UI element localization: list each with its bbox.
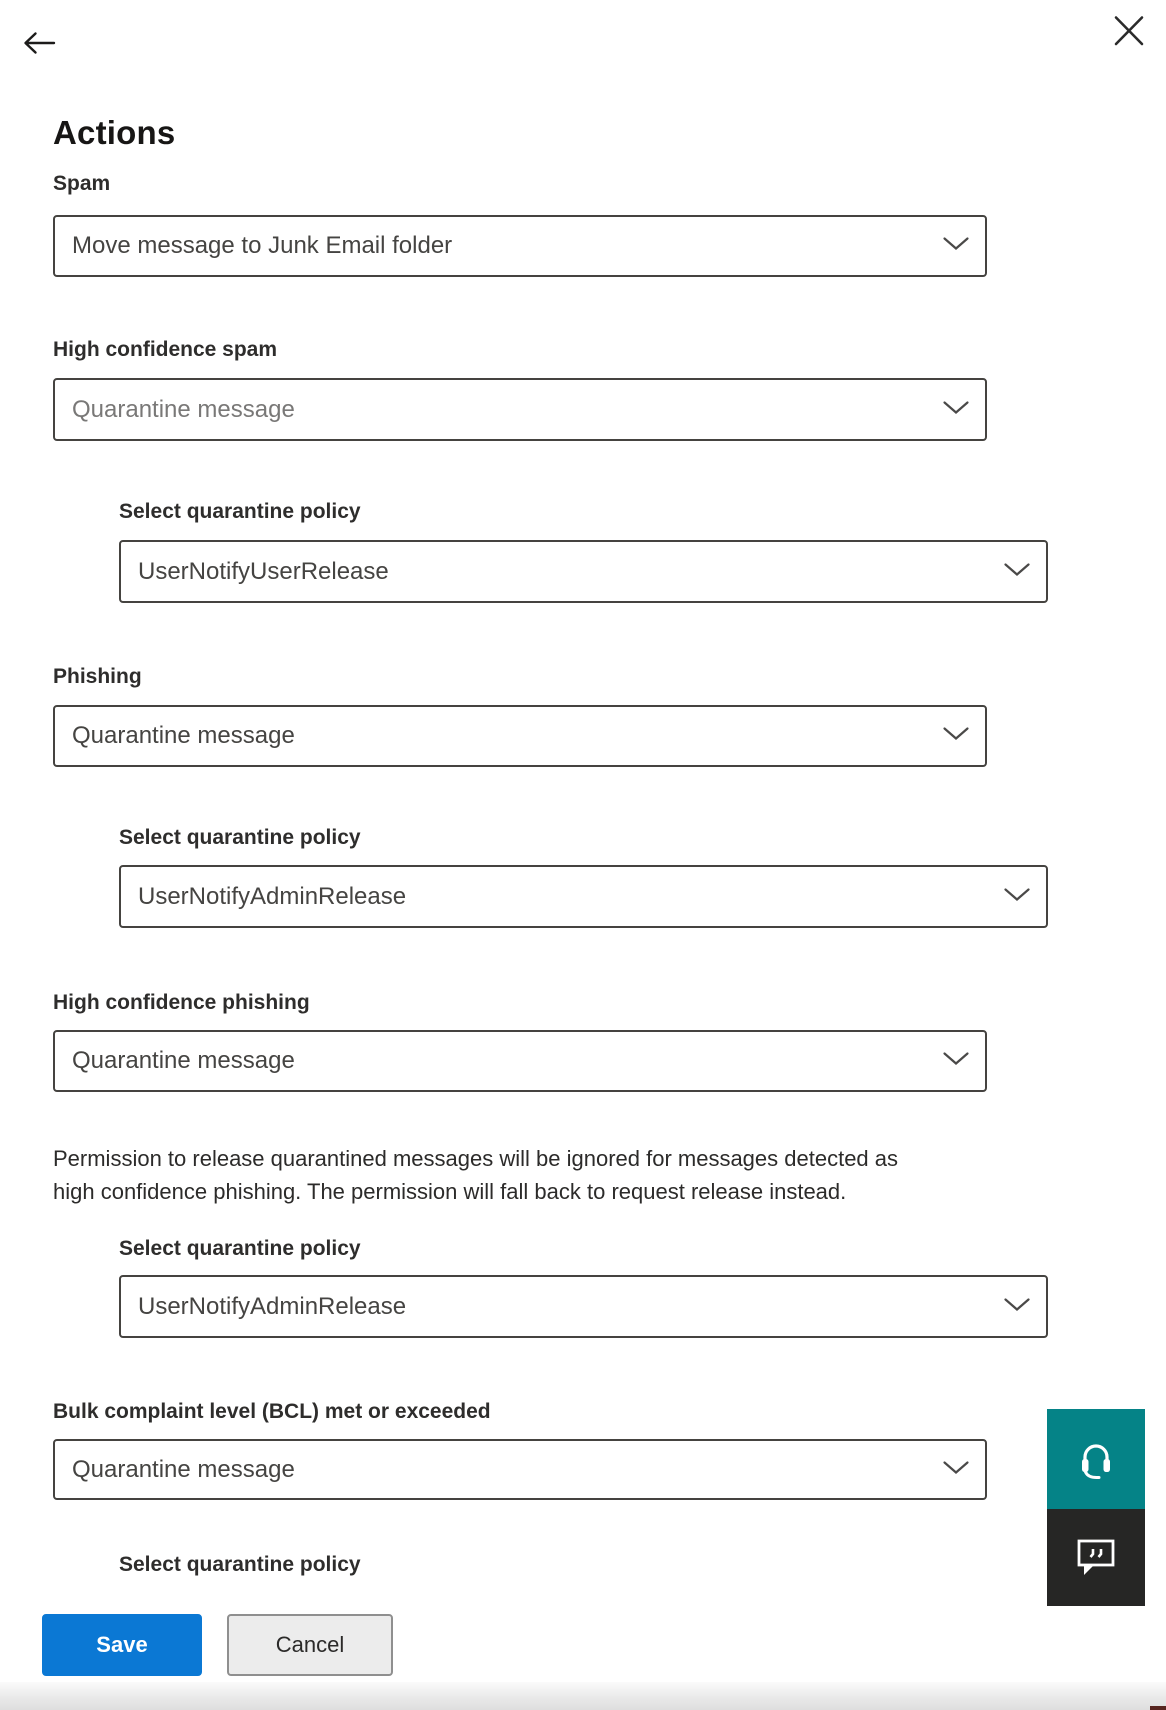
chevron-down-icon <box>1003 562 1031 581</box>
spam-action-value: Move message to Junk Email folder <box>72 232 453 259</box>
speech-bubble-icon <box>1071 1532 1121 1583</box>
high-confidence-phishing-action-value: Quarantine message <box>72 1047 295 1074</box>
high-confidence-phishing-label: High confidence phishing <box>53 991 310 1014</box>
close-button[interactable] <box>1112 14 1146 48</box>
back-arrow-icon <box>20 49 58 64</box>
quarantine-policy-value-3: UserNotifyAdminRelease <box>138 1292 407 1320</box>
bcl-action-dropdown[interactable] <box>53 1439 987 1500</box>
spam-label: Spam <box>53 172 111 195</box>
phishing-label: Phishing <box>53 665 142 688</box>
back-button[interactable] <box>20 25 58 61</box>
cancel-button[interactable]: Cancel <box>227 1614 393 1676</box>
chevron-down-icon <box>1003 887 1031 906</box>
page-title: Actions <box>53 114 176 152</box>
quarantine-policy-dropdown-3[interactable] <box>119 1275 1048 1338</box>
spam-action-dropdown[interactable] <box>53 215 987 277</box>
chevron-down-icon <box>942 1052 970 1071</box>
quarantine-policy-label-2: Select quarantine policy <box>119 826 361 849</box>
phishing-release-note-line2: high confidence phishing. The permission will fall back to request release instead. <box>53 1179 847 1204</box>
chevron-down-icon <box>942 727 970 746</box>
quarantine-policy-value-1: UserNotifyUserRelease <box>138 557 389 585</box>
chevron-down-icon <box>942 1460 970 1479</box>
phishing-release-note-line1: Permission to release quarantined messages will be ignored for messages detected as <box>53 1146 899 1171</box>
bottom-right-artifact <box>1150 1706 1166 1710</box>
high-confidence-spam-label: High confidence spam <box>53 338 278 361</box>
feedback-button[interactable] <box>1047 1509 1145 1606</box>
chevron-down-icon <box>942 400 970 419</box>
phishing-action-value: Quarantine message <box>72 722 295 749</box>
chevron-down-icon <box>942 237 970 256</box>
support-button[interactable] <box>1047 1409 1145 1509</box>
close-icon <box>1112 36 1146 51</box>
phishing-action-dropdown[interactable] <box>53 705 987 767</box>
high-confidence-phishing-action-dropdown[interactable] <box>53 1030 987 1092</box>
save-button[interactable]: Save <box>42 1614 202 1676</box>
quarantine-policy-label-4-clipped: Select quarantine policy <box>119 1553 361 1576</box>
high-confidence-spam-action-dropdown[interactable] <box>53 378 987 441</box>
quarantine-policy-dropdown-1[interactable] <box>119 540 1048 603</box>
bcl-action-value: Quarantine message <box>72 1455 295 1483</box>
bottom-gradient-edge <box>0 1682 1166 1710</box>
quarantine-policy-label-1: Select quarantine policy <box>119 500 361 523</box>
chevron-down-icon <box>1003 1297 1031 1316</box>
high-confidence-spam-action-value: Quarantine message <box>72 395 295 423</box>
headset-icon <box>1072 1433 1120 1486</box>
quarantine-policy-dropdown-2[interactable] <box>119 865 1048 928</box>
bcl-label: Bulk complaint level (BCL) met or exceeded <box>53 1400 491 1423</box>
quarantine-policy-value-2: UserNotifyAdminRelease <box>138 882 407 910</box>
quarantine-policy-label-3: Select quarantine policy <box>119 1237 361 1260</box>
